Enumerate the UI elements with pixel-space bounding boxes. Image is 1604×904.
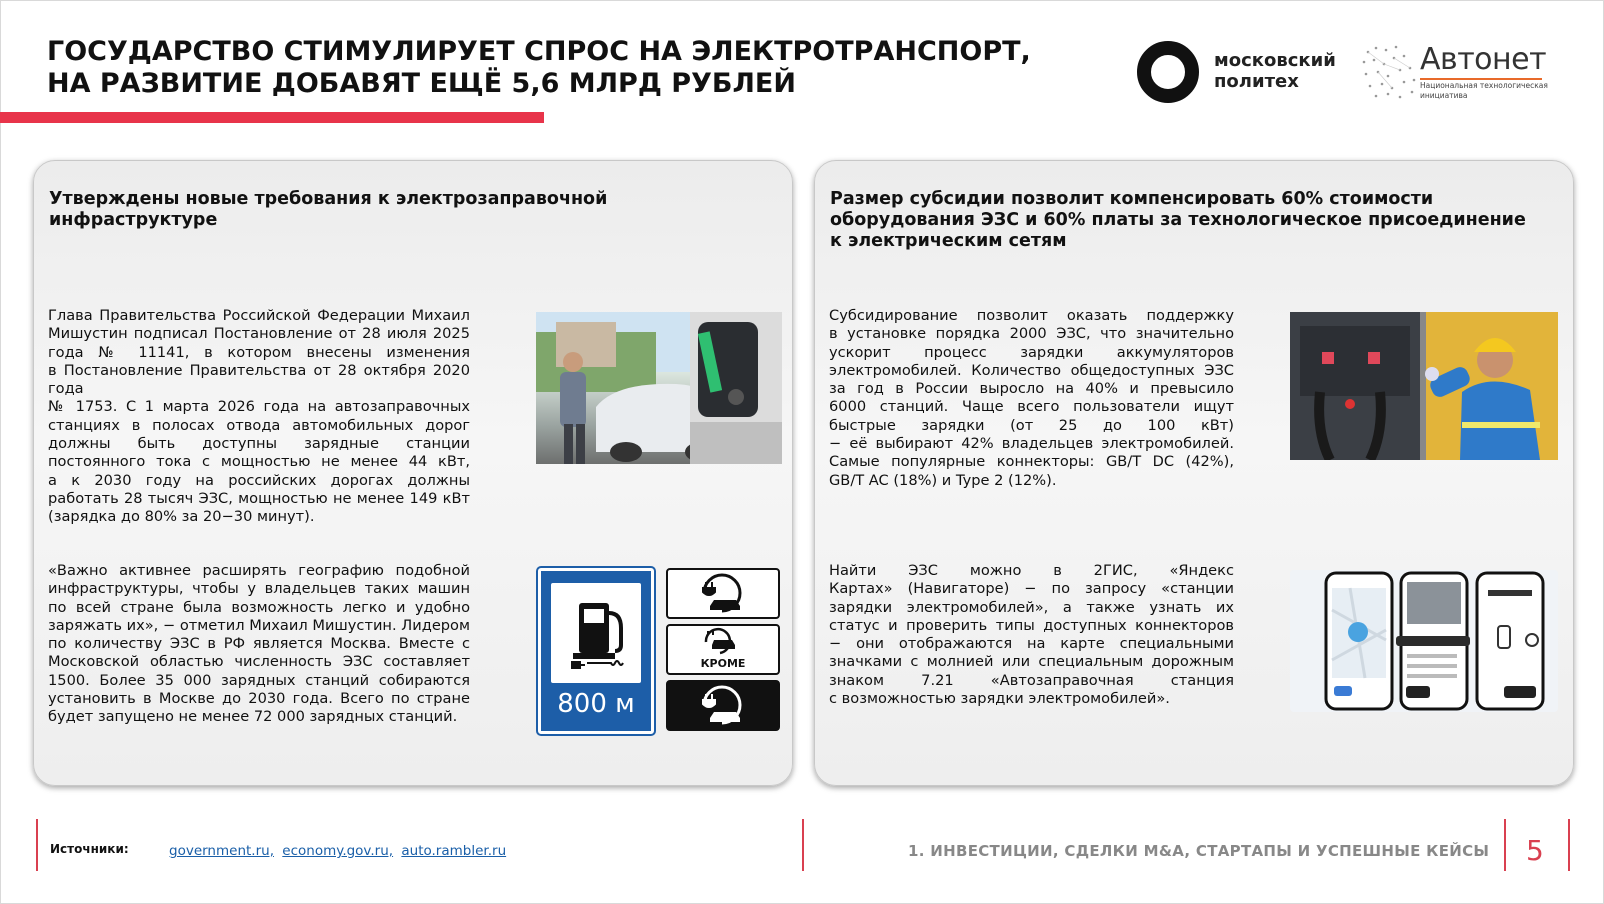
ev-plate-black: [666, 680, 780, 731]
footer-separator-left: [36, 819, 38, 871]
sources-links: [169, 843, 510, 859]
plate-except-text: КРОМЕ: [700, 657, 746, 670]
ev-car-charging-icon: [668, 626, 778, 656]
ev-plate-except: [666, 624, 780, 675]
ev-road-sign: [538, 568, 654, 734]
avtonet-subtitle: Национальная технологическая инициатива: [1420, 81, 1548, 100]
footer-separator-middle: [802, 819, 804, 871]
right-card: [814, 160, 1574, 786]
map-apps-screenshots: [1290, 570, 1558, 712]
phone-screens-image: [1290, 570, 1558, 712]
left-card-heading: Утверждены новые требования к электрозаправочной инфраструктуре: [49, 189, 608, 230]
page-number: 5: [1526, 834, 1544, 867]
accent-bar: [0, 112, 544, 123]
source-link-government[interactable]: government.ru,: [169, 843, 274, 859]
sign-distance: 800 м: [557, 689, 635, 719]
sources-label: Источники:: [50, 842, 129, 856]
mospolytech-logo: [1136, 40, 1200, 104]
worker-installing-charger-image: [1290, 312, 1558, 460]
ev-plate-white: [666, 568, 780, 619]
avtonet-dots-icon: [1358, 42, 1428, 102]
left-card: [33, 160, 793, 786]
title-line-1: ГОСУДАРСТВО СТИМУЛИРУЕТ СПРОС НА ЭЛЕКТРОТРАНСПОРТ,: [47, 36, 1031, 67]
avtonet-wordmark: Автонет: [1420, 42, 1547, 77]
mospolytech-wordmark: московский политех: [1214, 50, 1336, 92]
right-card-heading: Размер субсидии позволит компенсировать 60% стоимости оборудования ЭЗС и 60% платы за технологическое присоединение к электрическим сетям: [830, 189, 1526, 251]
title-line-2: НА РАЗВИТИЕ ДОБАВЯТ ЕЩЁ 5,6 МЛРД РУБЛЕЙ: [47, 68, 796, 99]
man-charging-car-image: [536, 312, 782, 464]
page-title: [47, 36, 1031, 100]
source-link-rambler[interactable]: auto.rambler.ru: [401, 843, 507, 859]
source-link-economy[interactable]: economy.gov.ru,: [282, 843, 394, 859]
footer-separator-right-2: [1568, 819, 1570, 871]
left-card-paragraph-1: Глава Правительства Российской Федерации Михаил Мишустин подписал Постановление от 28 июля 2025 года № 11141, в котором внесены изменения в Постановление Правительства от 28 октября 2020 года № 1753. С 1 марта 2026 года на автозаправочных станциях в полосах отвода автомобильных дорог должны быть доступны зарядные станции постоянного тока с мощностью не менее 44 кВт, а к 2030 году на российских дорогах должны работать 28 тысяч ЭЗС, мощностью не менее 149 кВт (зарядка до 80% за 20−30 минут).: [48, 307, 470, 526]
ev-charger-icon: [551, 583, 641, 683]
ev-car-charging-icon: [668, 682, 778, 729]
avtonet-underline: [1420, 78, 1542, 80]
left-card-paragraph-2: «Важно активнее расширять географию подобной инфраструктуры, чтобы у владельцев таких машин по всей стране была возможность легко и удобно заряжать их», − отметил Михаил Мишустин. Лидером по количеству ЭЗС в РФ является Москва. Вместе с Московской областью численность ЭЗС составляет 1500. Более 35 000 зарядных станций собираются установить в Москве до 2030 года. Всего по стране будет запущено не менее 72 000 зарядных станций.: [48, 562, 470, 726]
right-card-paragraph-2: Найти ЭЗС можно в 2ГИС, «Яндекс Картах» (Навигаторе) − по запросу «станции зарядки электромобилей», а также узнать их статус и проверить типы доступных коннекторов − они отображаются на карте специальными значками с молнией или специальным дорожным знаком 7.21 «Автозаправочная станция с возможностью зарядки электромобилей».: [829, 562, 1234, 708]
worker-charger-photo: [1290, 312, 1558, 460]
ev-car-charging-icon: [668, 570, 778, 617]
section-title: 1. ИНВЕСТИЦИИ, СДЕЛКИ M&A, СТАРТАПЫ И УСПЕШНЫЕ КЕЙСЫ: [908, 842, 1490, 860]
footer-separator-right-1: [1504, 819, 1506, 871]
right-card-paragraph-1: Субсидирование позволит оказать поддержку в установке порядка 2000 ЭЗС, что значительно ускорит процесс зарядки аккумуляторов электромобилей. Количество общедоступных ЭЗС за год в России выросло на 40% и превысило 6000 станций. Чаще всего пользователи ищут быстрые зарядки (от 25 до 100 кВт) − её выбирают 42% владельцев электромобилей. Самые популярные коннекторы: GB/T DC (42%), GB/T AC (18%) и Type 2 (12%).: [829, 307, 1234, 489]
charging-station-photo: [536, 312, 782, 464]
